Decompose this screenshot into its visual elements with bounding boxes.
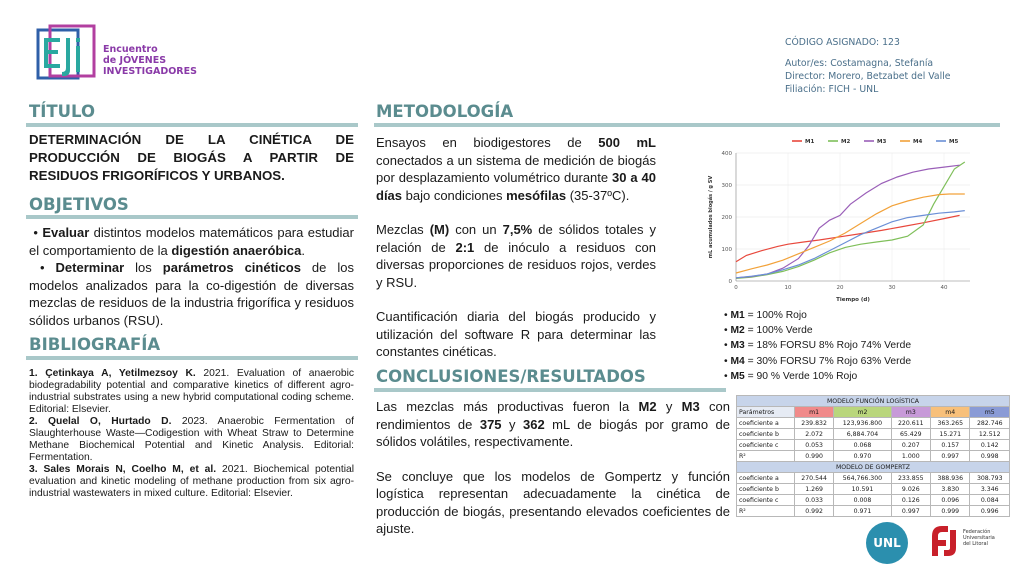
section-heading-conclusiones: CONCLUSIONES/RESULTADOS — [376, 367, 646, 386]
row-label: R² — [737, 506, 795, 517]
row-label: coeficiente c — [737, 440, 795, 451]
table-cell: 388.936 — [931, 473, 970, 484]
series-line — [736, 194, 965, 273]
table-cell: 220.611 — [891, 418, 930, 429]
y-tick-label: 100 — [721, 247, 732, 253]
reference-item: 1. Çetinkaya A, Yetilmezsoy K. 2021. Evaluation of anaerobic biodegradability potential and comparative kinetics of different agro-industrial substrates using a new hybrid computational coding scheme. Editorial: Elsevier. — [29, 368, 355, 415]
table-row — [737, 484, 1010, 495]
row-label: coeficiente a — [737, 418, 795, 429]
table-row — [737, 506, 1010, 517]
table-cell: 564,766.300 — [834, 473, 891, 484]
table-cell: 0.096 — [931, 495, 970, 506]
row-label: R² — [737, 451, 795, 462]
x-tick-label: 40 — [940, 285, 948, 291]
bibliography-list — [29, 368, 354, 500]
affiliation-line: Filiación: FICH - UNL — [785, 84, 879, 95]
objetivo-item: • Determinar los parámetros cinéticos de los modelos analizados para la co-digestión de diversas mezclas de residuos de la industria frigorífica y residuos sólidos urbanos (RSU). — [29, 260, 354, 328]
section-heading-bibliografia: BIBLIOGRAFÍA — [29, 335, 161, 354]
table-cell: 0.999 — [931, 506, 970, 517]
section-heading-objetivos: OBJETIVOS — [29, 195, 129, 214]
x-axis-label: Tiempo (d) — [836, 297, 870, 303]
author-line: Autor/es: Costamagna, Stefanía — [785, 58, 934, 69]
row-label: coeficiente c — [737, 495, 795, 506]
table-cell: 0.068 — [834, 440, 891, 451]
series-line — [736, 211, 965, 278]
conclusion-paragraph: Las mezclas más productivas fueron la M2 y M3 con rendimientos de 375 y 362 mL de biogás por gramo de sólidos volátiles, respectivamente. — [376, 399, 730, 449]
table-cell: 6,884.704 — [834, 429, 891, 440]
section-rule — [374, 388, 726, 392]
section-rule — [26, 123, 358, 127]
section-heading-metodologia: METODOLOGÍA — [376, 102, 514, 121]
table-cell: 2.072 — [794, 429, 833, 440]
table-cell: 363.265 — [931, 418, 970, 429]
y-tick-label: 400 — [721, 151, 732, 157]
table-cell: 282.746 — [970, 418, 1010, 429]
eji-logo — [36, 24, 100, 84]
legend-label: M4 — [913, 139, 923, 145]
table-cell: 123,936.800 — [834, 418, 891, 429]
conclusion-paragraph: Se concluye que los modelos de Gompertz y función logística representan adecuadamente la cinética de producción de biogás, presentando elevados coeficientes de ajuste. — [376, 468, 730, 536]
fu-logo-icon — [928, 522, 962, 558]
objetivo-item: • Evaluar distintos modelos matemáticos para estudiar el comportamiento de la digestión anaeróbica. — [29, 225, 354, 258]
series-line — [736, 165, 960, 278]
table-cell: 0.053 — [794, 440, 833, 451]
gompertz-title: MODELO DE GOMPERTZ — [737, 462, 1010, 473]
table-cell: 0.971 — [834, 506, 891, 517]
table-cell: 0.142 — [970, 440, 1010, 451]
table-cell: 270.544 — [794, 473, 833, 484]
x-tick-label: 30 — [888, 285, 896, 291]
table-row — [737, 440, 1010, 451]
mix-legend — [724, 308, 911, 384]
reference-item: 2. Quelal O, Hurtado D. 2023. Anaerobic Fermentation of Slaughterhouse Waste—Codigestion with Wheat Straw to Determine Methane Biochemical Potential and Kinetic Analysis. Editorial: Fermentation. — [29, 416, 354, 463]
table-cell: 0.997 — [891, 506, 930, 517]
assigned-code: CÓDIGO ASIGNADO: 123 — [785, 37, 900, 48]
col-header: m1 — [794, 407, 833, 418]
metodologia-paragraph: Mezclas (M) con un 7,5% de sólidos totales y relación de 2:1 de inóculo a residuos con diversas proporciones de residuos rojos, verdes y RSU. — [376, 222, 656, 290]
table-cell: 3.830 — [931, 484, 970, 495]
col-header: m3 — [891, 407, 930, 418]
x-tick-label: 20 — [836, 285, 844, 291]
fu-logo-text: Federación Universitaria del Litoral — [963, 529, 995, 547]
series-line — [736, 215, 960, 261]
x-tick-label: 0 — [734, 285, 738, 291]
kinetics-table — [736, 395, 1010, 517]
table-cell: 239.832 — [794, 418, 833, 429]
legend-label: M3 — [877, 139, 887, 145]
legend-label: M5 — [949, 139, 959, 145]
table-cell: 1.000 — [891, 451, 930, 462]
row-label: coeficiente b — [737, 484, 795, 495]
conclusiones-text — [376, 398, 730, 538]
table-cell: 1.269 — [794, 484, 833, 495]
section-heading-titulo: TÍTULO — [29, 102, 95, 121]
mix-item: • M2 = 100% Verde — [724, 325, 813, 337]
director-line: Director: Morero, Betzabet del Valle — [785, 71, 951, 82]
table-cell: 0.998 — [970, 451, 1010, 462]
y-tick-label: 0 — [728, 279, 732, 285]
legend-label: M2 — [841, 139, 851, 145]
series-line — [736, 162, 965, 278]
unl-logo: UNL — [866, 522, 908, 564]
table-cell: 233.855 — [891, 473, 930, 484]
table-row — [737, 495, 1010, 506]
table-cell: 0.992 — [794, 506, 833, 517]
poster-title: DETERMINACIÓN DE LA CINÉTICA DE PRODUCCIÓN DE BIOGÁS A PARTIR DE RESIDUOS FRIGORÍFICOS Y URBANOS. — [29, 132, 354, 183]
table-cell: 0.126 — [891, 495, 930, 506]
param-header: Parámetros — [737, 407, 795, 418]
table-row — [737, 473, 1010, 484]
table-cell: 0.084 — [970, 495, 1010, 506]
mix-item: • M5 = 90 % Verde 10% Rojo — [724, 370, 858, 382]
table-cell: 0.207 — [891, 440, 930, 451]
y-axis-label: mL acumulados biogás / g SV — [708, 175, 714, 259]
table-cell: 0.990 — [794, 451, 833, 462]
y-tick-label: 300 — [721, 183, 732, 189]
metodologia-paragraph: Cuantificación diaria del biogás producido y utilización del software R para determinar las constantes cinéticas. — [376, 309, 656, 359]
logo-text: Encuentro de JÓVENES INVESTIGADORES — [103, 44, 197, 77]
logistic-title: MODELO FUNCIÓN LOGÍSTICA — [737, 396, 1010, 407]
poster-meta — [785, 36, 950, 96]
x-tick-label: 10 — [784, 285, 792, 291]
mix-item: • M3 = 18% FORSU 8% Rojo 74% Verde — [724, 340, 912, 352]
objetivos-text — [29, 224, 354, 329]
row-label: coeficiente b — [737, 429, 795, 440]
section-rule — [374, 123, 1000, 127]
table-cell: 3.346 — [970, 484, 1010, 495]
row-label: coeficiente a — [737, 473, 795, 484]
table-cell: 12.512 — [970, 429, 1010, 440]
legend-label: M1 — [805, 139, 815, 145]
table-cell: 9.026 — [891, 484, 930, 495]
table-cell: 0.970 — [834, 451, 891, 462]
mix-item: • M1 = 100% Rojo — [724, 310, 807, 321]
biogas-chart — [700, 131, 990, 311]
metodologia-text — [376, 134, 656, 361]
table-cell: 0.033 — [794, 495, 833, 506]
reference-item: 3. Sales Morais N, Coelho M, et al. 2021. Biochemical potential evaluation and kinetic modeling of methane production from six agro-industrial wastewaters in mixed culture. Editorial: Elsevier. — [29, 464, 354, 499]
table-cell: 0.996 — [970, 506, 1010, 517]
y-tick-label: 200 — [721, 215, 732, 221]
col-header: m2 — [834, 407, 891, 418]
table-cell: 0.008 — [834, 495, 891, 506]
metodologia-paragraph: Ensayos en biodigestores de 500 mL conectados a un sistema de medición de biogás por desplazamiento volumétrico durante 30 a 40 días bajo condiciones mesófilas (35-37ºC). — [376, 135, 656, 203]
table-row — [737, 418, 1010, 429]
table-cell: 0.997 — [931, 451, 970, 462]
mix-item: • M4 = 30% FORSU 7% Rojo 63% Verde — [724, 355, 912, 367]
section-rule — [26, 215, 358, 219]
table-cell: 15.271 — [931, 429, 970, 440]
table-cell: 308.793 — [970, 473, 1010, 484]
table-row — [737, 429, 1010, 440]
table-cell: 0.157 — [931, 440, 970, 451]
table-cell: 10.591 — [834, 484, 891, 495]
table-cell: 65.429 — [891, 429, 930, 440]
col-header: m5 — [970, 407, 1010, 418]
table-row — [737, 451, 1010, 462]
col-header: m4 — [931, 407, 970, 418]
section-rule — [26, 356, 358, 360]
